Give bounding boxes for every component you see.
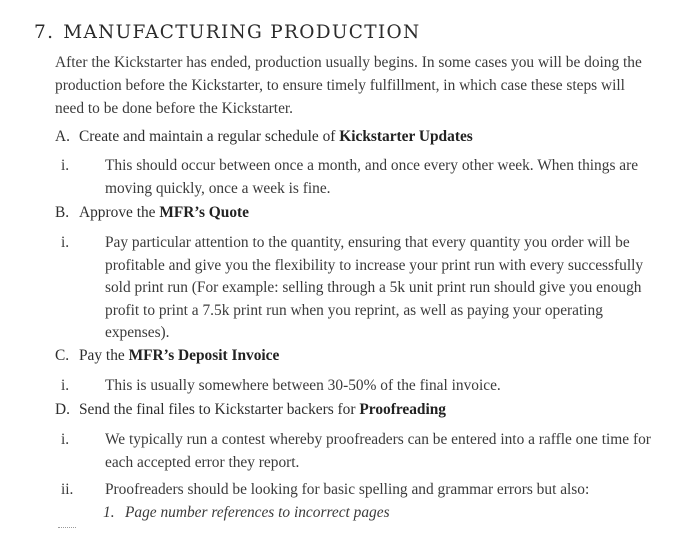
step-d-item-ii-numeral: ii.: [61, 481, 74, 498]
intro-paragraph: After the Kickstarter has ended, production usually begins. In some cases you will be doing the production before the Kickstarter, to ensure timely fulfillment, in which case these steps will need to be done before the Kickstarter.: [55, 54, 642, 117]
step-a-item-i: [61, 155, 651, 200]
step-d-item-ii: [61, 479, 651, 502]
step-d-subitem-1-number: 1.: [103, 504, 115, 521]
step-d-bold: Proofreading: [359, 401, 446, 418]
step-b-item-i: [61, 232, 651, 345]
step-c-text: Pay the: [79, 347, 129, 364]
step-a-letter: A.: [55, 128, 70, 145]
step-d-text: Send the final files to Kickstarter backers for: [79, 401, 360, 418]
step-c-item-i: [61, 375, 651, 398]
step-c-item-i-numeral: i.: [61, 377, 70, 394]
step-d: [55, 398, 446, 421]
step-c-bold: MFR’s Deposit Invoice: [128, 347, 280, 364]
truncated-next-line: [58, 527, 76, 530]
step-d-subitem-1-text: Page number references to incorrect pages: [125, 504, 390, 521]
step-c-letter: C.: [55, 347, 70, 364]
step-d-letter: D.: [55, 401, 70, 418]
step-b-text: Approve the: [79, 204, 160, 221]
step-a-item-i-text: This should occur between once a month, and once every other week. When things are moving quickly, once a week is fine.: [105, 157, 639, 197]
step-b-item-i-text: Pay particular attention to the quantity, ensuring that every quantity you order will be profitable and give you the flexibility to increase your print run with every successfully sold print run (For example: selling through a 5k unit print run should give you enough profit to print a 7.5k print run when you reprint, as well as paying your operating expenses).: [105, 234, 644, 341]
step-a-bold: Kickstarter Updates: [339, 128, 473, 145]
step-a-item-i-numeral: i.: [61, 157, 70, 174]
step-b-bold: MFR’s Quote: [159, 204, 249, 221]
step-d-item-i: [61, 429, 651, 474]
step-d-subitem-1: [103, 502, 390, 524]
step-a: [55, 125, 473, 148]
step-b: [55, 201, 249, 224]
step-c: [55, 344, 279, 367]
section-number: 7.: [34, 22, 55, 43]
step-d-item-i-text: We typically run a contest whereby proofreaders can be entered into a raffle one time for each accepted error they report.: [105, 431, 651, 471]
step-b-letter: B.: [55, 204, 70, 221]
section-title: MANUFACTURING PRODUCTION: [63, 22, 421, 43]
step-d-item-i-numeral: i.: [61, 431, 70, 448]
step-d-item-ii-text: Proofreaders should be looking for basic spelling and grammar errors but also:: [105, 481, 590, 498]
step-c-item-i-text: This is usually somewhere between 30-50% of the final invoice.: [105, 377, 501, 394]
step-a-text: Create and maintain a regular schedule of: [79, 128, 340, 145]
step-b-item-i-numeral: i.: [61, 234, 70, 251]
section-heading: [34, 22, 420, 43]
